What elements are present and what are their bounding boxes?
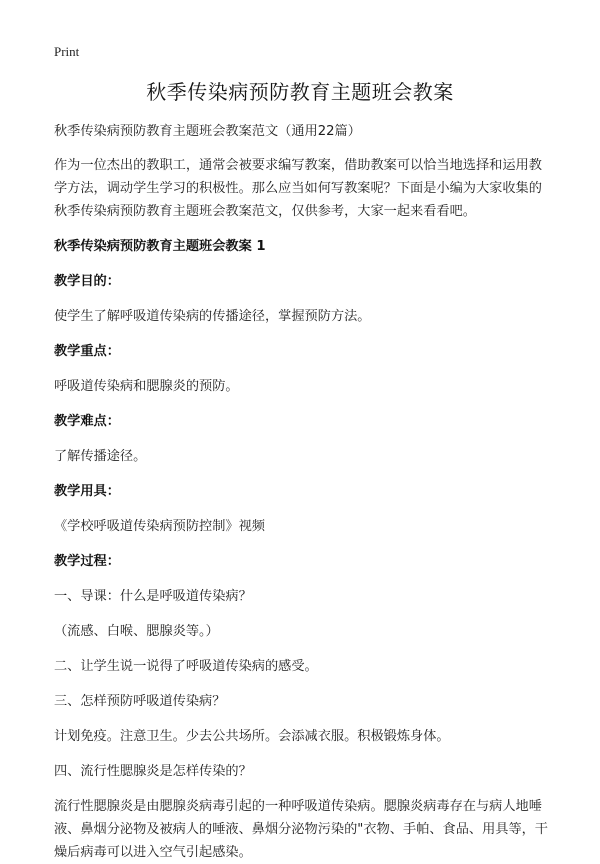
- step-1: 一、导课：什么是呼吸道传染病？: [54, 589, 252, 604]
- difficulty-heading: 教学难点：: [54, 414, 120, 429]
- intro-paragraph: 作为一位杰出的教职工，通常会被要求编写教案，借助教案可以恰当地选择和运用教学方法，调动学生学习的积极性。那么应当如何写教案呢？下面是小编为大家收集的秋季传染病预防教育主题班会教案范文，仅供参考，大家一起来看看吧。: [54, 158, 542, 219]
- step-2: 二、让学生说一说得了呼吸道传染病的感受。: [54, 659, 318, 674]
- goal-heading: 教学目的：: [54, 274, 120, 289]
- tools-heading: 教学用具：: [54, 484, 120, 499]
- section-heading: 秋季传染病预防教育主题班会教案 1: [54, 239, 266, 254]
- goal-text: 使学生了解呼吸道传染病的传播途径，掌握预防方法。: [54, 309, 371, 324]
- print-link[interactable]: Print: [54, 44, 80, 59]
- document-body: [54, 120, 554, 864]
- page-title: 秋季传染病预防教育主题班会教案: [146, 80, 454, 104]
- step-3-text: 计划免疫。注意卫生。少去公共场所。会添减衣服。积极锻炼身体。: [54, 729, 450, 744]
- step-3: 三、怎样预防呼吸道传染病？: [54, 694, 226, 709]
- step-1-note: （流感、白喉、腮腺炎等。）: [54, 624, 219, 639]
- key-text: 呼吸道传染病和腮腺炎的预防。: [54, 379, 239, 394]
- tools-text: 《学校呼吸道传染病预防控制》视频: [54, 519, 265, 534]
- step-4-text: 流行性腮腺炎是由腮腺炎病毒引起的一种呼吸道传染病。腮腺炎病毒存在与病人地唾液、鼻烟分泌物及被病人的唾液、鼻烟分泌物污染的"衣物、手帕、食品、用具等，干燥后病毒可以进入空气引起感染。: [54, 799, 548, 860]
- difficulty-text: 了解传播途径。: [54, 449, 147, 464]
- step-4: 四、流行性腮腺炎是怎样传染的？: [54, 764, 252, 779]
- subtitle-text: 秋季传染病预防教育主题班会教案范文（通用22篇）: [54, 124, 361, 139]
- key-heading: 教学重点：: [54, 344, 120, 359]
- process-heading: 教学过程：: [54, 554, 120, 569]
